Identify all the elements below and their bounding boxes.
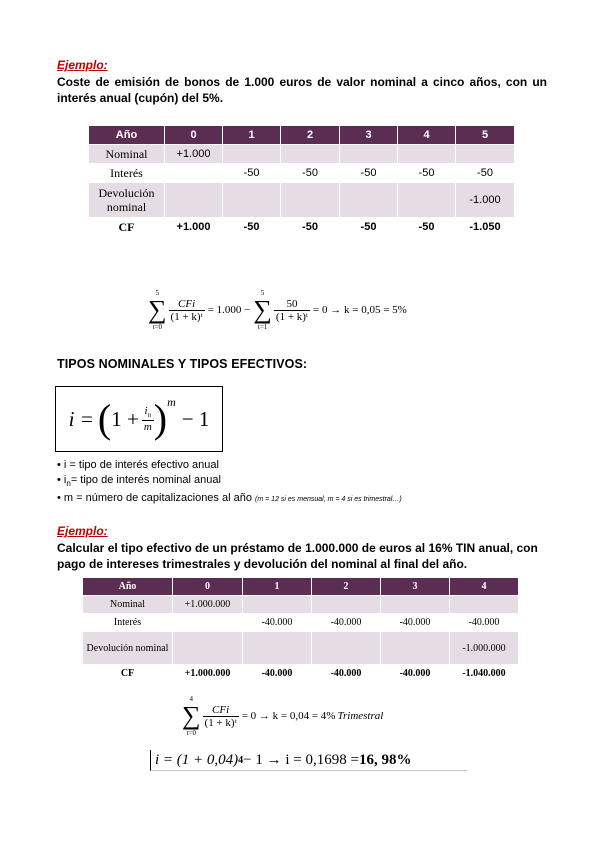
- row-label: Devolución nominal: [89, 183, 165, 218]
- row-label: CF: [89, 218, 165, 237]
- list-item: • i = tipo de interés efectivo anual: [57, 459, 219, 471]
- example-2-label: Ejemplo:: [57, 524, 108, 538]
- table-cell: [223, 145, 281, 164]
- header-cell: Año: [83, 578, 173, 596]
- row-label: Interés: [83, 614, 173, 632]
- definition-text: = número de capitalizaciones al año: [73, 492, 252, 505]
- table-cell: -40.000: [381, 665, 450, 683]
- table-cell: -50: [340, 218, 398, 237]
- fraction-numerator: CFi: [203, 704, 239, 717]
- table-cell: [450, 596, 519, 614]
- table-row: [89, 218, 515, 237]
- table-cell: -50: [223, 218, 281, 237]
- row-label: Interés: [89, 164, 165, 183]
- sum-lower-limit: t=0: [186, 729, 196, 737]
- formula-middle: − 1 → i = 0,1698 =: [243, 751, 359, 768]
- header-cell: 4: [398, 126, 456, 145]
- table-cell: [381, 632, 450, 665]
- definition-subscript: n: [66, 479, 71, 489]
- definition-text: = tipo de interés nominal anual: [70, 474, 221, 486]
- effective-rate-formula-box: i = ( 1 + $\frac{i_n}{m}$ ) m − 1: [55, 386, 223, 452]
- quarterly-rate-formula: [182, 694, 383, 738]
- cash-flow-table-2: [82, 577, 519, 683]
- formula-result: = 0 → k = 0,04 = 4%: [241, 710, 336, 722]
- table-cell: -1.000: [456, 183, 515, 218]
- table-cell: [340, 145, 398, 164]
- summation-symbol: 5 ∑ t=0: [148, 289, 167, 331]
- fraction-numerator-subscript: n: [147, 411, 152, 420]
- header-cell: 2: [281, 126, 340, 145]
- table-cell: [456, 145, 515, 164]
- sum-lower-limit: t=1: [257, 323, 268, 331]
- header-cell: 3: [381, 578, 450, 596]
- fraction: [169, 298, 205, 323]
- table-cell: -1.000.000: [450, 632, 519, 665]
- table-cell: [398, 145, 456, 164]
- header-cell: 0: [173, 578, 243, 596]
- table-cell: [165, 164, 223, 183]
- example-1-label: Ejemplo:: [57, 58, 108, 72]
- formula-exponent: 4: [238, 754, 244, 766]
- section-title: TIPOS NOMINALES Y TIPOS EFECTIVOS:: [57, 357, 308, 371]
- definitions-note: (m = 12 si es mensual, m = 4 si es trimestral…): [255, 496, 402, 504]
- table-cell: -50: [340, 164, 398, 183]
- table-cell: [281, 183, 340, 218]
- formula-result-unit: Trimestral: [337, 710, 384, 722]
- table-cell: -40.000: [312, 665, 381, 683]
- fraction-denominator: m: [143, 420, 152, 433]
- table-row: [89, 145, 515, 164]
- row-label: CF: [83, 665, 173, 683]
- table-cell: -50: [281, 218, 340, 237]
- formula-lhs: i =: [68, 406, 94, 431]
- header-cell: 4: [450, 578, 519, 596]
- table-cell: [223, 183, 281, 218]
- table-row: [83, 632, 519, 665]
- fraction-denominator: (1 + k)ᵗ: [275, 310, 309, 323]
- table-cell: [381, 596, 450, 614]
- table-row: [89, 164, 515, 183]
- table-cell: -40.000: [243, 614, 312, 632]
- definition-symbol: i: [63, 474, 67, 486]
- table-cell: [243, 632, 312, 665]
- fraction-denominator: (1 + k)ᵗ: [204, 716, 237, 729]
- fraction-numerator: CFi: [169, 298, 205, 311]
- table-cell: [173, 632, 243, 665]
- bond-cost-formula: [148, 288, 407, 332]
- table-cell: -1.050: [456, 218, 515, 237]
- summation-symbol: 5 ∑ t=1: [253, 289, 272, 331]
- fraction: [203, 704, 239, 729]
- table-row: [83, 614, 519, 632]
- header-cell: Año: [89, 126, 165, 145]
- sum-upper-limit: 5: [155, 289, 160, 297]
- table-cell: -40.000: [450, 614, 519, 632]
- sum-upper-limit: 4: [189, 695, 194, 703]
- table-cell: +1.000: [165, 218, 223, 237]
- fraction: [142, 405, 154, 432]
- header-cell: 1: [223, 126, 281, 145]
- table-cell: -50: [456, 164, 515, 183]
- cash-flow-table-1: [88, 125, 515, 237]
- example-1-text: Coste de emisión de bonos de 1.000 euros de valor nominal a cinco años, con un interés anual (cupón) del 5%.: [57, 75, 547, 105]
- definition-symbol: m: [63, 492, 74, 505]
- table-cell: [281, 145, 340, 164]
- table-cell: -50: [281, 164, 340, 183]
- header-cell: 2: [312, 578, 381, 596]
- sum-upper-limit: 5: [260, 289, 265, 297]
- table-cell: -40.000: [381, 614, 450, 632]
- definition-symbol: i: [63, 459, 67, 471]
- table-cell: -50: [398, 164, 456, 183]
- table-header-row: [89, 126, 515, 145]
- formula-one: 1 +: [111, 406, 139, 431]
- effective-annual-rate-result: [150, 750, 467, 771]
- table-cell: [312, 596, 381, 614]
- header-cell: 5: [456, 126, 515, 145]
- fraction-numerator: i: [144, 405, 148, 418]
- sum-lower-limit: t=0: [152, 323, 162, 331]
- example-2-text: Calcular el tipo efectivo de un préstamo de 1.000.000 de euros al 16% TIN anual, con pago de intereses trimestrales y devolución del nominal al final del año.: [57, 541, 538, 571]
- table-cell: -50: [398, 218, 456, 237]
- table-cell: [398, 183, 456, 218]
- formula-tail: − 1: [181, 406, 210, 431]
- fraction-numerator: 50: [274, 298, 310, 311]
- formula-exponent: m: [167, 395, 176, 409]
- table-cell: +1.000.000: [173, 596, 243, 614]
- table-cell: -1.040.000: [450, 665, 519, 683]
- table-cell: -40.000: [312, 614, 381, 632]
- row-label: Nominal: [83, 596, 173, 614]
- fraction: [274, 298, 310, 323]
- formula-result: = 0 → k = 0,05 = 5%: [313, 304, 407, 316]
- summation-symbol: 4 ∑ t=0: [182, 695, 201, 737]
- table-row: [83, 596, 519, 614]
- table-cell: [312, 632, 381, 665]
- table-cell: [243, 596, 312, 614]
- list-item: • $i_n=$ tipo de interés nominal anual: [57, 474, 221, 489]
- header-cell: 3: [340, 126, 398, 145]
- table-cell: -50: [223, 164, 281, 183]
- table-cell: +1.000.000: [173, 665, 243, 683]
- formula-middle: = 1.000 −: [207, 304, 251, 316]
- table-cell: [165, 183, 223, 218]
- definitions-list: [57, 458, 402, 507]
- formula-base: i = (1 + 0,04): [155, 751, 239, 768]
- header-cell: 1: [243, 578, 312, 596]
- table-cell: -40.000: [243, 665, 312, 683]
- table-row: [83, 665, 519, 683]
- row-label: Devolución nominal: [83, 632, 173, 665]
- row-label: Nominal: [89, 145, 165, 164]
- formula-final-value: 16, 98%: [358, 751, 412, 768]
- table-cell: [340, 183, 398, 218]
- table-row: [89, 183, 515, 218]
- table-cell: [173, 614, 243, 632]
- header-cell: 0: [165, 126, 223, 145]
- table-header-row: [83, 578, 519, 596]
- table-cell: +1.000: [165, 145, 223, 164]
- list-item: • m = número de capitalizaciones al año (m = 12 si es mensual, m = 4 si es trimestral…): [57, 492, 402, 505]
- definition-text: = tipo de interés efectivo anual: [66, 459, 219, 471]
- fraction-denominator: (1 + k)ᵗ: [170, 310, 203, 323]
